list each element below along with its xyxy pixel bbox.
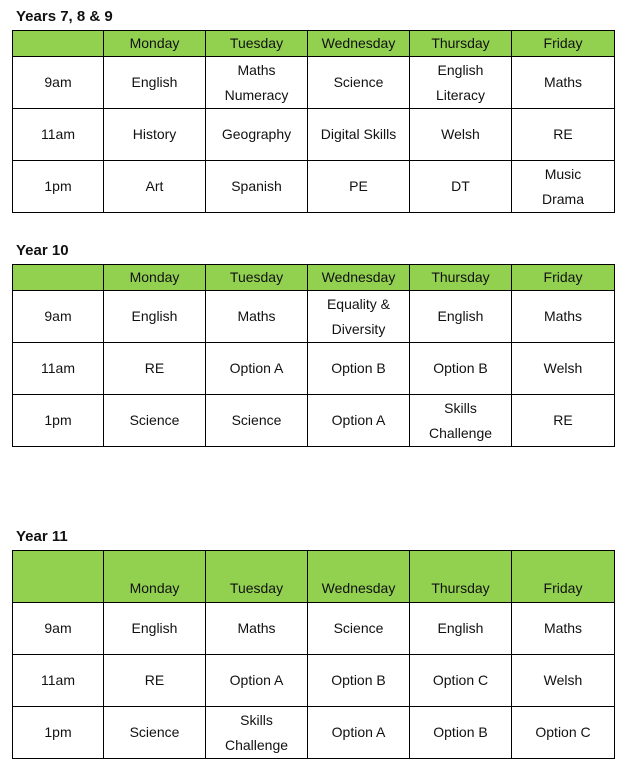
lesson-cell (308, 291, 410, 343)
lesson-cell (206, 655, 308, 707)
time-cell: 11am (13, 655, 104, 707)
lesson-subject: Science (333, 74, 384, 90)
lesson-subject: PE (349, 178, 368, 194)
lesson-cell (308, 655, 410, 707)
lesson-cell (104, 57, 206, 109)
lesson-subject: Option B (433, 360, 488, 376)
day-header: Thursday (410, 31, 512, 57)
lesson-cell (308, 395, 410, 447)
day-header: Thursday (410, 265, 512, 291)
timetable-table (12, 550, 615, 759)
section-title: Years 7, 8 & 9 (16, 8, 113, 25)
lesson-subject: Music (544, 165, 582, 182)
lesson-cell (308, 109, 410, 161)
day-header: Wednesday (308, 31, 410, 57)
lesson-subject: Option B (433, 724, 488, 740)
timetable-table (12, 30, 615, 213)
table-row (13, 161, 615, 213)
lesson-subject: Digital Skills (320, 126, 397, 142)
lesson-cell (308, 603, 410, 655)
lesson-subject: History (132, 126, 177, 142)
lesson-cell (104, 655, 206, 707)
lesson-cell (410, 395, 512, 447)
lesson-subject: Challenge (428, 424, 493, 441)
lesson-subject: Science (129, 412, 180, 428)
day-header: Monday (104, 265, 206, 291)
lesson-cell (206, 109, 308, 161)
lesson-subject: Option C (535, 724, 591, 740)
header-row (13, 265, 615, 291)
lesson-subject: Science (231, 412, 282, 428)
lesson-cell (410, 57, 512, 109)
table-row (13, 57, 615, 109)
day-header: Monday (104, 551, 206, 603)
time-cell: 9am (13, 57, 104, 109)
lesson-cell (206, 707, 308, 759)
lesson-cell (104, 395, 206, 447)
lesson-subject: Drama (541, 190, 584, 207)
lesson-subject: Skills (240, 711, 273, 728)
day-header: Wednesday (308, 265, 410, 291)
timetable-table (12, 264, 615, 447)
day-header: Wednesday (308, 551, 410, 603)
lesson-subject: Equality & (326, 295, 391, 312)
lesson-cell (104, 707, 206, 759)
lesson-subject: Art (145, 178, 164, 194)
lesson-cell (410, 291, 512, 343)
day-header: Tuesday (206, 265, 308, 291)
lesson-subject: Diversity (331, 320, 386, 337)
lesson-cell (512, 291, 615, 343)
day-header: Thursday (410, 551, 512, 603)
lesson-subject: English (131, 308, 178, 324)
table-row (13, 109, 615, 161)
lesson-subject: Science (129, 724, 180, 740)
lesson-cell (410, 343, 512, 395)
lesson-subject: Option B (331, 672, 386, 688)
lesson-subject: DT (451, 178, 470, 194)
lesson-cell (512, 603, 615, 655)
lesson-cell (206, 343, 308, 395)
lesson-cell (104, 343, 206, 395)
lesson-subject: English (131, 620, 178, 636)
lesson-subject: Option A (331, 412, 386, 428)
lesson-cell (512, 109, 615, 161)
lesson-cell (104, 109, 206, 161)
lesson-subject: Option C (432, 672, 489, 688)
lesson-subject: English (131, 74, 178, 90)
day-header: Friday (512, 31, 615, 57)
lesson-subject: Option A (331, 724, 386, 740)
lesson-cell (410, 707, 512, 759)
lesson-cell (512, 707, 615, 759)
section-title: Year 10 (16, 242, 69, 259)
lesson-subject: English (437, 308, 484, 324)
table-row (13, 291, 615, 343)
time-cell: 1pm (13, 161, 104, 213)
lesson-cell (308, 161, 410, 213)
lesson-cell (410, 161, 512, 213)
lesson-cell (104, 603, 206, 655)
table-row (13, 655, 615, 707)
day-header: Friday (512, 551, 615, 603)
lesson-subject: RE (553, 126, 573, 142)
lesson-cell (206, 395, 308, 447)
header-corner-cell (13, 31, 104, 57)
header-row (13, 31, 615, 57)
table-row (13, 603, 615, 655)
lesson-subject: Maths (237, 308, 276, 324)
lesson-cell (308, 343, 410, 395)
lesson-subject: Maths (237, 620, 276, 636)
day-header: Tuesday (206, 31, 308, 57)
lesson-cell (308, 707, 410, 759)
lesson-subject: RE (144, 672, 165, 688)
time-cell: 11am (13, 343, 104, 395)
lesson-subject: Numeracy (224, 86, 289, 103)
time-cell: 1pm (13, 707, 104, 759)
lesson-subject: Option A (229, 360, 284, 376)
lesson-subject: Skills (444, 399, 477, 416)
lesson-subject: Geography (221, 126, 292, 142)
lesson-cell (512, 395, 615, 447)
lesson-subject: RE (553, 412, 573, 428)
time-cell: 1pm (13, 395, 104, 447)
lesson-cell (512, 343, 615, 395)
lesson-subject: Maths (237, 61, 276, 78)
lesson-cell (410, 603, 512, 655)
lesson-cell (104, 161, 206, 213)
lesson-cell (206, 161, 308, 213)
lesson-subject: English (437, 620, 484, 636)
lesson-cell (512, 655, 615, 707)
lesson-subject: Spanish (231, 178, 282, 194)
lesson-subject: RE (144, 360, 165, 376)
lesson-cell (308, 57, 410, 109)
time-cell: 9am (13, 603, 104, 655)
header-corner-cell (13, 551, 104, 603)
header-row (13, 551, 615, 603)
table-row (13, 707, 615, 759)
day-header: Monday (104, 31, 206, 57)
lesson-subject: Maths (543, 308, 583, 324)
lesson-subject: Challenge (224, 736, 289, 753)
lesson-subject: Option B (331, 360, 386, 376)
lesson-subject: Science (333, 620, 384, 636)
lesson-cell (206, 57, 308, 109)
lesson-cell (512, 161, 615, 213)
lesson-cell (512, 57, 615, 109)
lesson-subject: Maths (543, 620, 583, 636)
lesson-subject: Literacy (435, 86, 486, 103)
time-cell: 9am (13, 291, 104, 343)
header-corner-cell (13, 265, 104, 291)
lesson-cell (410, 655, 512, 707)
lesson-subject: Maths (543, 74, 583, 90)
lesson-cell (206, 603, 308, 655)
lesson-cell (206, 291, 308, 343)
lesson-subject: Welsh (441, 126, 480, 142)
section-title: Year 11 (16, 528, 68, 545)
table-row (13, 343, 615, 395)
lesson-subject: Welsh (543, 672, 583, 688)
lesson-subject: English (437, 61, 484, 78)
lesson-cell (410, 109, 512, 161)
lesson-cell (104, 291, 206, 343)
day-header: Friday (512, 265, 615, 291)
lesson-subject: Option A (229, 672, 284, 688)
time-cell: 11am (13, 109, 104, 161)
lesson-subject: Welsh (543, 360, 583, 376)
day-header: Tuesday (206, 551, 308, 603)
table-row (13, 395, 615, 447)
